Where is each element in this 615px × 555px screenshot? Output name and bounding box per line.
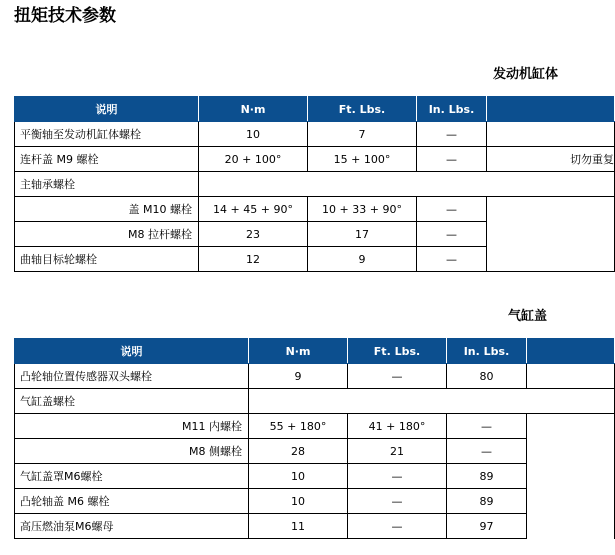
row-description: 气缸盖螺栓 [15,389,249,414]
row-description: 凸轮轴盖 M6 螺栓 [15,489,249,514]
row-inlbs: — [417,222,487,247]
cylinder-head-torque-table [14,338,615,539]
row-nm: 11 [249,514,348,539]
row-description: 主轴承螺栓 [15,172,199,197]
row-notes: 切勿重复 [487,147,615,172]
row-ftlbs: 9 [308,247,417,272]
row-nm: 28 [249,439,348,464]
row-notes [527,514,615,539]
row-nm: 55 + 180° [249,414,348,439]
table-row [15,439,615,464]
row-description: 凸轮轴位置传感器双头螺栓 [15,364,249,389]
row-inlbs: — [417,147,487,172]
row-description: 连杆盖 M9 螺栓 [15,147,199,172]
row-ftlbs: — [348,489,447,514]
header-ftlbs: Ft. Lbs. [308,97,417,122]
table-row [15,222,615,247]
row-description: M11 内螺栓 [15,414,249,439]
row-notes [527,464,615,489]
page-title: 扭矩技术参数 [14,6,116,26]
cylinder-head-section-title: 气缸盖 [508,309,548,324]
header-description: 说明 [15,339,249,364]
row-nm: 14 + 45 + 90° [199,197,308,222]
header-nm: N·m [199,97,308,122]
table-row [15,364,615,389]
header-notes [527,339,615,364]
row-ftlbs: 7 [308,122,417,147]
row-nm: 10 [199,122,308,147]
table-row [15,172,615,197]
row-empty-span [199,172,615,197]
row-notes [487,122,615,147]
row-inlbs: — [417,197,487,222]
row-notes [487,247,615,272]
row-notes [527,414,615,439]
row-description: 高压燃油泵M6螺母 [15,514,249,539]
row-inlbs: 97 [447,514,527,539]
row-inlbs: 80 [447,364,527,389]
row-ftlbs: 15 + 100° [308,147,417,172]
table-header-row [15,339,615,364]
row-ftlbs: — [348,364,447,389]
table-row [15,197,615,222]
table-row [15,489,615,514]
header-inlbs: In. Lbs. [417,97,487,122]
row-inlbs: — [447,439,527,464]
row-description: 气缸盖罩M6螺栓 [15,464,249,489]
row-nm: 10 [249,489,348,514]
header-ftlbs: Ft. Lbs. [348,339,447,364]
row-nm: 9 [249,364,348,389]
row-ftlbs: 41 + 180° [348,414,447,439]
row-inlbs: — [417,122,487,147]
row-inlbs: — [447,414,527,439]
table-row [15,414,615,439]
row-nm: 23 [199,222,308,247]
row-nm: 12 [199,247,308,272]
table-row [15,389,615,414]
table-header-row [15,97,615,122]
table-row [15,514,615,539]
engine-block-section-title: 发动机缸体 [493,67,559,82]
row-inlbs: — [417,247,487,272]
row-description: M8 侧螺栓 [15,439,249,464]
row-description: M8 拉杆螺栓 [15,222,199,247]
row-nm: 10 [249,464,348,489]
table-row [15,122,615,147]
header-notes [487,97,615,122]
row-description: 曲轴目标轮螺栓 [15,247,199,272]
row-empty-span [249,389,615,414]
row-notes [527,489,615,514]
row-inlbs: 89 [447,464,527,489]
row-description: 平衡轴至发动机缸体螺栓 [15,122,199,147]
header-description: 说明 [15,97,199,122]
engine-block-torque-table [14,96,615,272]
row-notes [527,364,615,389]
row-inlbs: 89 [447,489,527,514]
row-ftlbs: 21 [348,439,447,464]
row-notes [487,197,615,222]
row-nm: 20 + 100° [199,147,308,172]
row-description: 盖 M10 螺栓 [15,197,199,222]
row-notes [527,439,615,464]
table-row [15,147,615,172]
table-row [15,464,615,489]
row-ftlbs: 10 + 33 + 90° [308,197,417,222]
row-notes [487,222,615,247]
header-nm: N·m [249,339,348,364]
table-row [15,247,615,272]
row-ftlbs: 17 [308,222,417,247]
row-ftlbs: — [348,514,447,539]
header-inlbs: In. Lbs. [447,339,527,364]
row-ftlbs: — [348,464,447,489]
